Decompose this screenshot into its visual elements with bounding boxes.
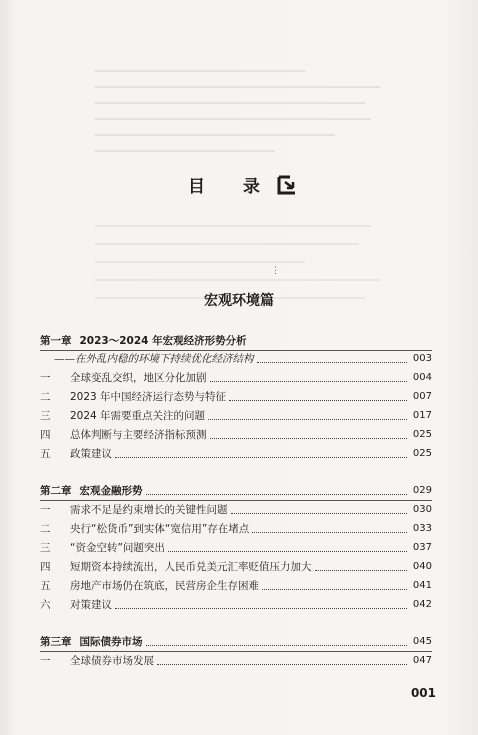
chapter-2-heading[interactable] — [40, 483, 432, 499]
section-number: 一 — [40, 504, 51, 516]
toc-entry[interactable] — [40, 389, 432, 405]
toc-entry[interactable] — [40, 446, 432, 462]
show-through-text — [95, 70, 395, 166]
page-number: 042 — [412, 599, 432, 610]
page-number: 037 — [412, 542, 432, 553]
page-number: 045 — [412, 636, 432, 647]
toc-entry[interactable] — [40, 502, 432, 518]
section-title: 政策建议 — [70, 448, 112, 460]
page-number: 040 — [412, 561, 432, 572]
dot-leader — [115, 607, 407, 609]
section-title: 需求不足是约束增长的关键性问题 — [70, 504, 228, 516]
bracket-arrow-icon — [276, 174, 298, 196]
page-number: 004 — [412, 372, 432, 383]
dot-leader — [210, 380, 408, 382]
section-number: 四 — [40, 561, 51, 573]
section-title: 2024 年需要重点关注的问题 — [70, 410, 206, 422]
section-number: 一 — [40, 372, 51, 384]
toc-entry[interactable] — [40, 653, 432, 669]
toc-entry[interactable] — [40, 559, 432, 575]
toc-entry[interactable] — [40, 597, 432, 613]
section-title: 总体判断与主要经济指标预测 — [70, 429, 207, 441]
section-number: 三 — [40, 542, 51, 554]
section-number: 二 — [40, 391, 51, 403]
dot-leader — [210, 437, 408, 439]
toc-entry[interactable] — [40, 540, 432, 556]
chapter-number: 第三章 — [40, 636, 72, 648]
dot-leader — [146, 493, 408, 495]
dot-leader — [115, 456, 407, 458]
section-title: 2023 年中国经济运行态势与特征 — [70, 391, 227, 403]
section-number: 五 — [40, 448, 51, 460]
section-title: 全球变乱交织，地区分化加剧 — [70, 372, 207, 384]
dot-leader — [168, 550, 407, 552]
dot-leader — [229, 399, 407, 401]
toc-title: 目 录 — [188, 177, 276, 197]
chapter-1-subtitle[interactable] — [40, 351, 432, 367]
page-number: 030 — [412, 504, 432, 515]
section-number: 五 — [40, 580, 51, 592]
chapter-3-heading[interactable] — [40, 634, 432, 650]
toc-entry[interactable] — [40, 370, 432, 386]
dot-leader — [157, 663, 407, 665]
chapter-number: 第二章 — [40, 485, 72, 497]
chapter-title: 宏观金融形势 — [79, 485, 143, 497]
dot-leader — [262, 588, 407, 590]
page-number: 025 — [412, 429, 432, 440]
page-number: 047 — [412, 655, 432, 666]
page-folio: 001 — [410, 686, 436, 700]
chapter-rule — [40, 500, 432, 501]
section-number: 三 — [40, 410, 51, 422]
toc-title-block — [188, 172, 298, 197]
page-number: 033 — [412, 523, 432, 534]
section-title: 央行“松货币”到实体“宽信用”存在堵点 — [70, 523, 250, 535]
toc-entry[interactable] — [40, 427, 432, 443]
page-number: 017 — [412, 410, 432, 421]
section-title: 对策建议 — [70, 599, 112, 611]
page-number: 007 — [412, 391, 432, 402]
page-number: 025 — [412, 448, 432, 459]
section-number: 二 — [40, 523, 51, 535]
part-title: 宏观环境篇 — [204, 293, 274, 309]
chapter-number: 第一章 — [40, 335, 72, 347]
dot-leader — [231, 512, 408, 514]
section-title: 房地产市场仍在筑底，民营房企生存困难 — [70, 580, 259, 592]
dot-leader — [252, 531, 407, 533]
dot-leader — [315, 569, 408, 571]
dot-leader — [208, 418, 407, 420]
chapter-1-heading[interactable] — [40, 333, 432, 349]
chapter-subtitle: ——在外乱内稳的环境下持续优化经济结构 — [54, 353, 254, 365]
toc-entry[interactable] — [40, 521, 432, 537]
chapter-title: 国际债券市场 — [79, 636, 143, 648]
section-title: “资金空转”问题突出 — [70, 542, 165, 554]
page-number: 029 — [412, 485, 432, 496]
chapter-rule — [40, 651, 432, 652]
toc-entry[interactable] — [40, 408, 432, 424]
dot-leader — [257, 361, 408, 363]
decorative-dots: ⋮ — [271, 266, 280, 276]
chapter-title: 2023～2024 年宏观经济形势分析 — [79, 335, 247, 347]
dot-leader — [146, 644, 408, 646]
toc-entry[interactable] — [40, 578, 432, 594]
section-number: 六 — [40, 599, 51, 611]
page-number: 003 — [412, 353, 432, 364]
section-title: 短期资本持续流出，人民币兑美元汇率贬值压力加大 — [70, 561, 312, 573]
section-title: 全球债券市场发展 — [70, 655, 154, 667]
section-number: 一 — [40, 655, 51, 667]
page-number: 041 — [412, 580, 432, 591]
section-number: 四 — [40, 429, 51, 441]
